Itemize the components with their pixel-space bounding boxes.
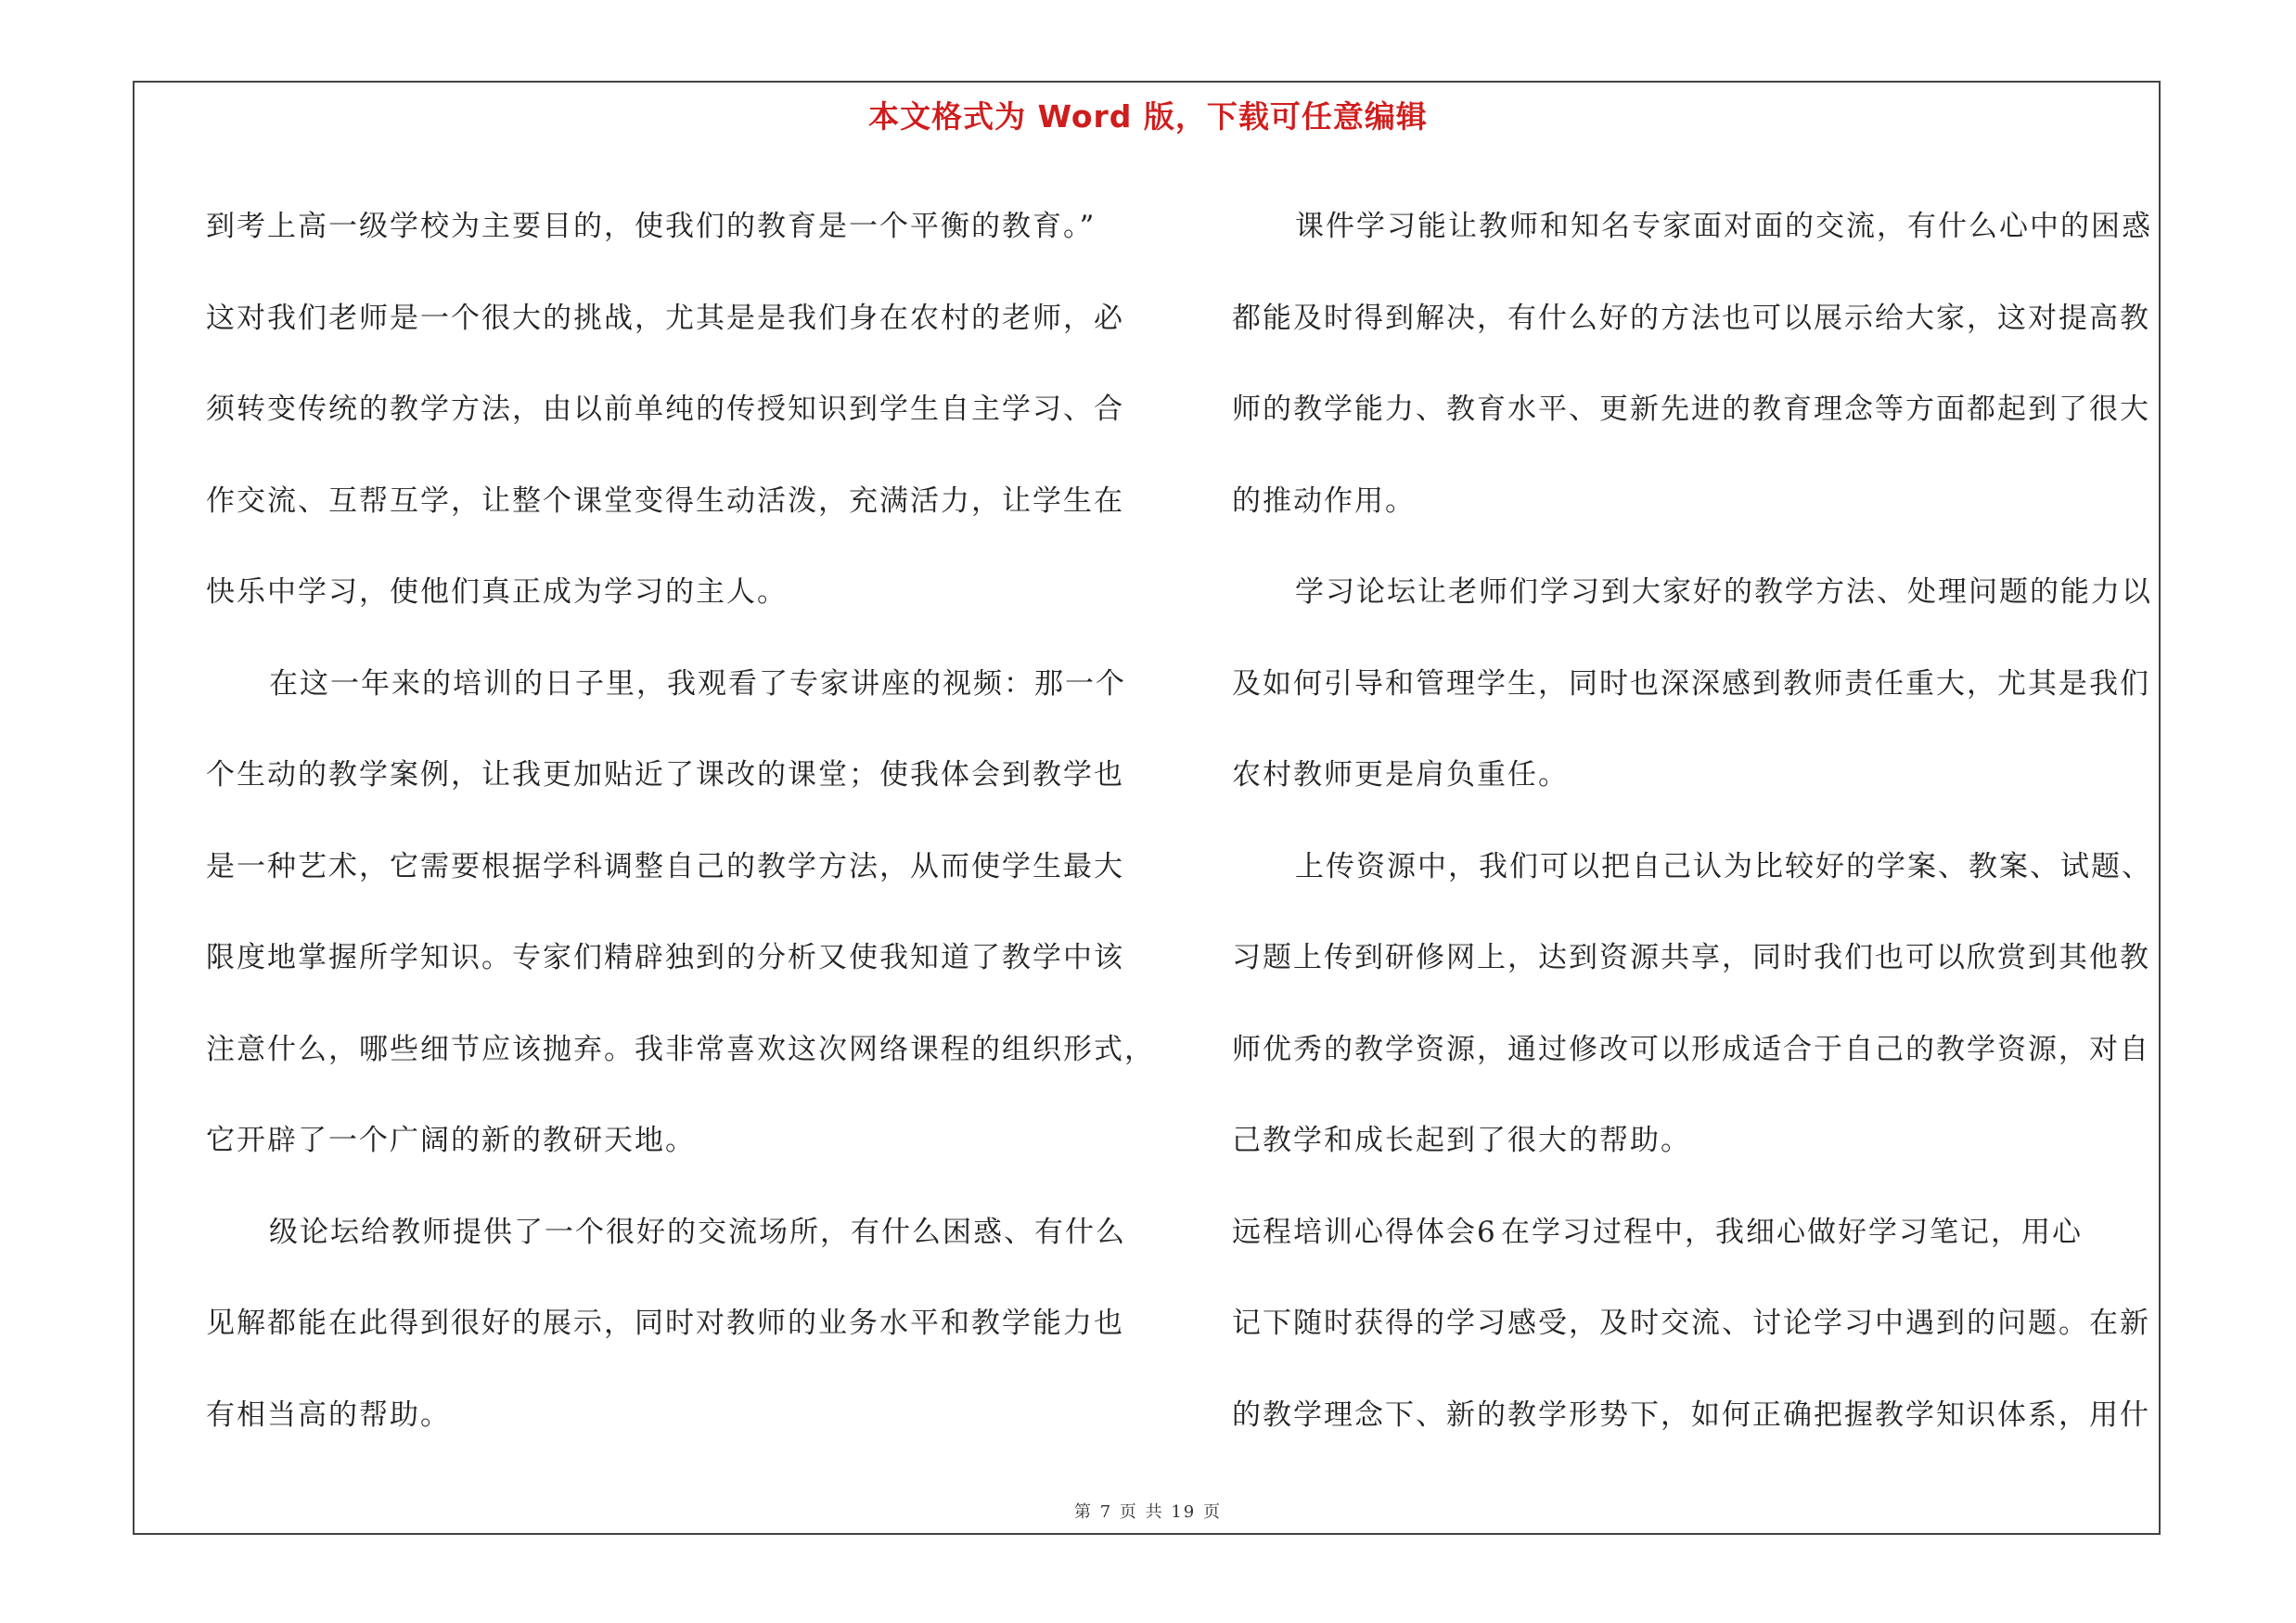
body-text-line: 都能及时得到解决，有什么好的方法也可以展示给大家，这对提高教 — [1232, 301, 2150, 335]
body-text-line: 限度地掌握所学知识。专家们精辟独到的分析又使我知道了教学中该 — [206, 941, 1124, 974]
body-text-line: 记下随时获得的学习感受，及时交流、讨论学习中遇到的问题。在新 — [1232, 1307, 2150, 1340]
body-text-line: 己教学和成长起到了很大的帮助。 — [1232, 1124, 1691, 1157]
body-text-line: 习题上传到研修网上，达到资源共享，同时我们也可以欣赏到其他教 — [1232, 941, 2150, 974]
section-heading-line — [1232, 1187, 2160, 1279]
word-format-banner: 本文格式为 Word 版，下载可任意编辑 — [868, 98, 1428, 135]
right-text-column — [1232, 181, 2160, 1461]
body-text-line: 这对我们老师是一个很大的挑战，尤其是是我们身在农村的老师，必 — [206, 301, 1124, 335]
left-text-column — [206, 181, 1155, 1461]
body-text-line: 的教学理念下、新的教学形势下，如何正确把握教学知识体系，用什 — [1232, 1398, 2150, 1432]
body-text-line: 师优秀的教学资源，通过修改可以形成适合于自己的教学资源，对自 — [1232, 1032, 2150, 1066]
body-text-line: 及如何引导和管理学生，同时也深深感到教师责任重大，尤其是我们 — [1232, 666, 2150, 701]
body-text-line: 是一种艺术，它需要根据学科调整自己的教学方法，从而使学生最大 — [206, 849, 1124, 883]
paragraph-first-line: 学习论坛让老师们学习到大家好的教学方法、处理问题的能力以 — [1295, 575, 2152, 609]
body-text-line: 有相当高的帮助。 — [206, 1398, 451, 1432]
body-text-line: 到考上高一级学校为主要目的，使我们的教育是一个平衡的教育。” — [206, 210, 1097, 243]
paragraph-first-line: 级论坛给教师提供了一个很好的交流场所，有什么困惑、有什么 — [269, 1215, 1126, 1249]
body-text-line: 注意什么，哪些细节应该抛弃。我非常喜欢这次网络课程的组织形式， — [206, 1032, 1155, 1066]
body-text-line: 作交流、互帮互学，让整个课堂变得生动活泼，充满活力，让学生在 — [206, 483, 1124, 518]
body-text-line: 快乐中学习，使他们真正成为学习的主人。 — [206, 575, 788, 609]
body-text-line: 它开辟了一个广阔的新的教研天地。 — [206, 1124, 696, 1157]
paragraph-first-line: 上传资源中，我们可以把自己认为比较好的学案、教案、试题、 — [1295, 849, 2152, 883]
paragraph-first-line: 在这一年来的培训的日子里，我观看了专家讲座的视频：那一个 — [269, 666, 1126, 701]
body-text-line: 农村教师更是肩负重任。 — [1232, 758, 1569, 792]
body-text-line: 见解都能在此得到很好的展示，同时对教师的业务水平和教学能力也 — [206, 1307, 1124, 1340]
section-heading: 远程培训心得体会6 — [1232, 1215, 1497, 1249]
body-text-inline: 在学习过程中，我细心做好学习笔记，用心 — [1501, 1215, 2083, 1249]
body-text-line: 个生动的教学案例，让我更加贴近了课改的课堂；使我体会到教学也 — [206, 758, 1124, 792]
paragraph-first-line: 课件学习能让教师和知名专家面对面的交流，有什么心中的困惑 — [1295, 210, 2152, 243]
body-text-line: 师的教学能力、教育水平、更新先进的教育理念等方面都起到了很大 — [1232, 393, 2150, 426]
body-text-line: 的推动作用。 — [1232, 483, 1416, 518]
body-text-line: 须转变传统的教学方法，由以前单纯的传授知识到学生自主学习、合 — [206, 393, 1124, 426]
page-number-footer: 第 7 页 共 19 页 — [1074, 1502, 1222, 1522]
